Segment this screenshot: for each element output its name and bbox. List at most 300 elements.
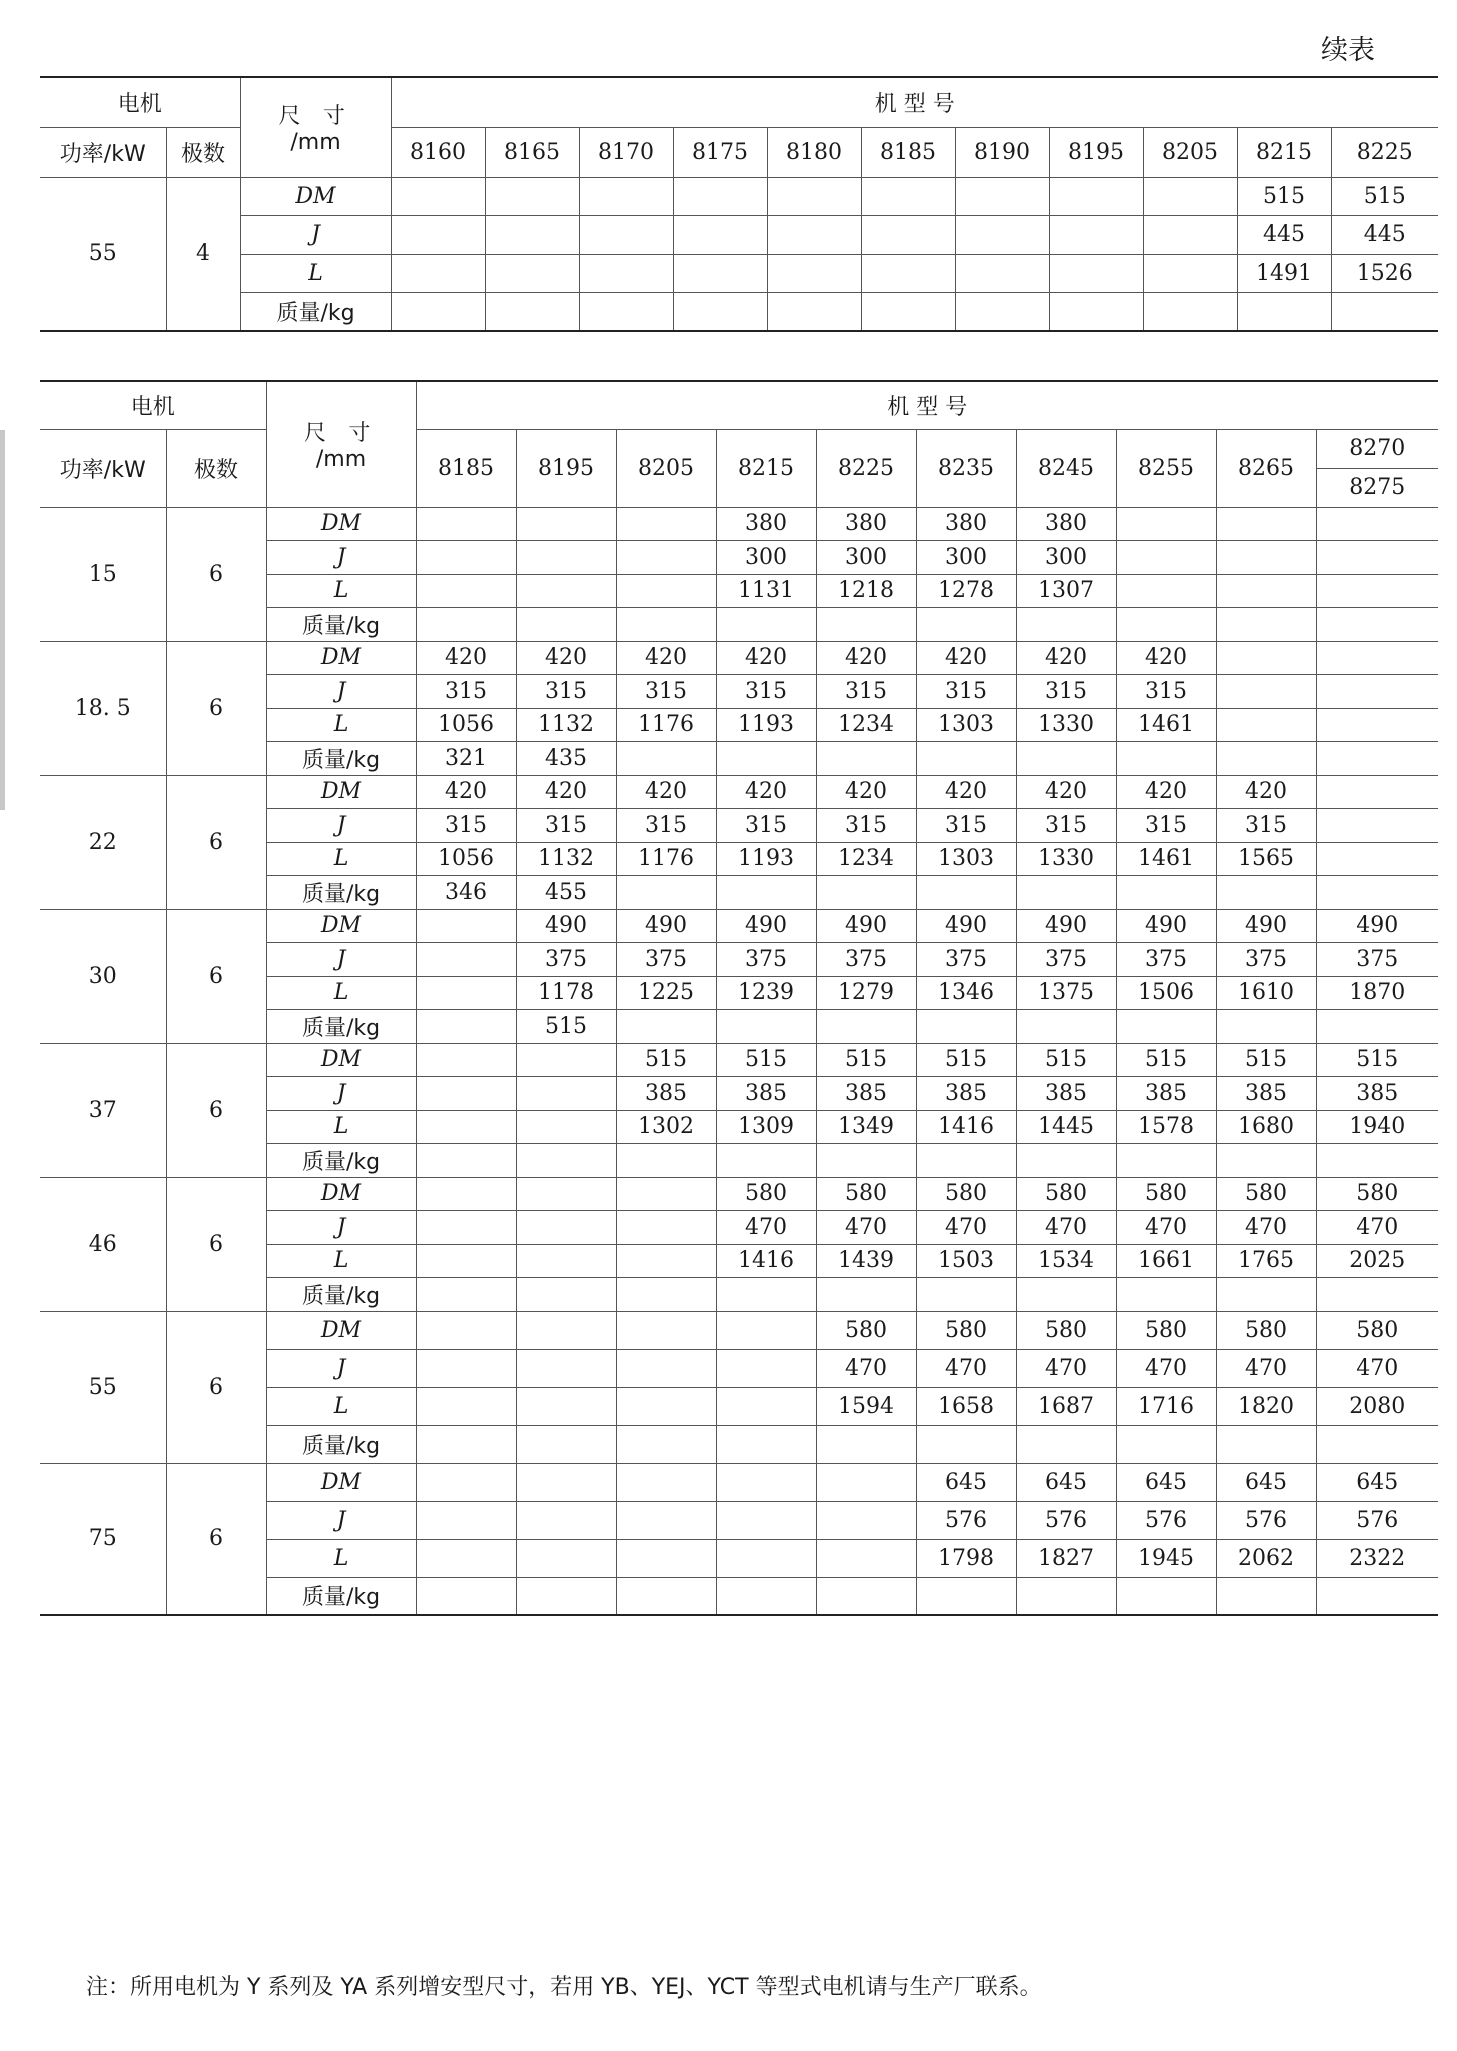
value-cell: 321 bbox=[416, 742, 516, 776]
model-number-header: 8180 bbox=[767, 127, 861, 177]
value-cell: 300 bbox=[816, 541, 916, 575]
value-cell bbox=[767, 216, 861, 255]
value-cell bbox=[616, 1387, 716, 1425]
value-cell bbox=[616, 1278, 716, 1312]
value-cell: 1506 bbox=[1116, 976, 1216, 1010]
value-cell: 1827 bbox=[1016, 1539, 1116, 1577]
value-cell bbox=[516, 1278, 616, 1312]
dimension-label: J bbox=[266, 675, 416, 709]
value-cell bbox=[616, 1349, 716, 1387]
value-cell bbox=[516, 1387, 616, 1425]
value-cell: 580 bbox=[1016, 1311, 1116, 1349]
value-cell: 470 bbox=[1016, 1349, 1116, 1387]
value-cell bbox=[616, 876, 716, 910]
dimension-label: 质量/kg bbox=[240, 293, 391, 332]
value-cell bbox=[916, 1278, 1016, 1312]
dimension-label: J bbox=[240, 216, 391, 255]
value-cell bbox=[516, 1577, 616, 1615]
value-cell: 1131 bbox=[716, 574, 816, 608]
value-cell bbox=[955, 293, 1049, 332]
value-cell: 515 bbox=[616, 1043, 716, 1077]
value-cell: 490 bbox=[716, 909, 816, 943]
value-cell bbox=[673, 293, 767, 332]
value-cell bbox=[1216, 541, 1316, 575]
value-cell: 315 bbox=[416, 675, 516, 709]
value-cell: 1193 bbox=[716, 842, 816, 876]
value-cell bbox=[861, 177, 955, 216]
value-cell bbox=[391, 254, 485, 293]
value-cell bbox=[1316, 775, 1438, 809]
value-cell bbox=[416, 1010, 516, 1044]
value-cell bbox=[816, 1278, 916, 1312]
value-cell bbox=[816, 742, 916, 776]
value-cell bbox=[616, 1311, 716, 1349]
value-cell bbox=[516, 1425, 616, 1463]
value-cell bbox=[1049, 254, 1143, 293]
dimension-label: 质量/kg bbox=[266, 1577, 416, 1615]
dimension-label: J bbox=[266, 541, 416, 575]
value-cell bbox=[516, 1244, 616, 1278]
value-cell: 580 bbox=[716, 1177, 816, 1211]
footnote: 注：所用电机为 Y 系列及 YA 系列增安型尺寸，若用 YB、YEJ、YCT 等型式电机请与生产厂联系。 bbox=[86, 1975, 1042, 2000]
dimension-header: 尺 寸 /mm bbox=[266, 381, 416, 507]
value-cell: 375 bbox=[1316, 943, 1438, 977]
value-cell bbox=[416, 1425, 516, 1463]
value-cell bbox=[579, 293, 673, 332]
value-cell bbox=[861, 293, 955, 332]
dimension-label: J bbox=[266, 1211, 416, 1245]
dimension-label: DM bbox=[266, 775, 416, 809]
value-cell: 580 bbox=[816, 1311, 916, 1349]
value-cell: 576 bbox=[916, 1501, 1016, 1539]
value-cell bbox=[716, 1144, 816, 1178]
value-cell: 1239 bbox=[716, 976, 816, 1010]
value-cell bbox=[1116, 876, 1216, 910]
value-cell bbox=[1016, 608, 1116, 642]
value-cell: 1661 bbox=[1116, 1244, 1216, 1278]
value-cell bbox=[1216, 1425, 1316, 1463]
value-cell: 420 bbox=[716, 641, 816, 675]
value-cell: 515 bbox=[716, 1043, 816, 1077]
model-number-header: 8175 bbox=[673, 127, 767, 177]
value-cell bbox=[1216, 608, 1316, 642]
value-cell bbox=[616, 541, 716, 575]
value-cell: 515 bbox=[1016, 1043, 1116, 1077]
value-cell: 1658 bbox=[916, 1387, 1016, 1425]
value-cell: 1349 bbox=[816, 1110, 916, 1144]
value-cell: 576 bbox=[1016, 1501, 1116, 1539]
value-cell bbox=[485, 293, 579, 332]
value-cell: 1302 bbox=[616, 1110, 716, 1144]
value-cell bbox=[716, 1539, 816, 1577]
value-cell: 445 bbox=[1237, 216, 1331, 255]
value-cell: 645 bbox=[1116, 1463, 1216, 1501]
value-cell: 1534 bbox=[1016, 1244, 1116, 1278]
dimension-label: DM bbox=[266, 1043, 416, 1077]
value-cell bbox=[716, 1463, 816, 1501]
value-cell: 315 bbox=[516, 809, 616, 843]
value-cell bbox=[861, 216, 955, 255]
value-cell bbox=[816, 1010, 916, 1044]
motor-header: 电机 bbox=[40, 381, 266, 429]
value-cell bbox=[416, 541, 516, 575]
value-cell bbox=[1143, 293, 1237, 332]
model-number-header: 8165 bbox=[485, 127, 579, 177]
value-cell: 420 bbox=[1216, 775, 1316, 809]
value-cell bbox=[673, 177, 767, 216]
value-cell bbox=[716, 1577, 816, 1615]
value-cell bbox=[416, 1211, 516, 1245]
value-cell: 1234 bbox=[816, 708, 916, 742]
dimension-label: J bbox=[266, 1501, 416, 1539]
value-cell bbox=[1216, 507, 1316, 541]
value-cell: 1176 bbox=[616, 842, 716, 876]
value-cell bbox=[516, 541, 616, 575]
value-cell: 385 bbox=[1016, 1077, 1116, 1111]
value-cell: 1416 bbox=[716, 1244, 816, 1278]
value-cell: 1330 bbox=[1016, 708, 1116, 742]
dimension-label: L bbox=[266, 1539, 416, 1577]
dimension-label: L bbox=[266, 976, 416, 1010]
value-cell: 1218 bbox=[816, 574, 916, 608]
value-cell bbox=[416, 1349, 516, 1387]
dimension-label: L bbox=[266, 574, 416, 608]
value-cell: 580 bbox=[1216, 1311, 1316, 1349]
value-cell: 580 bbox=[1116, 1177, 1216, 1211]
value-cell bbox=[816, 1539, 916, 1577]
model-number-header: 8265 bbox=[1216, 429, 1316, 507]
model-number-header: 8160 bbox=[391, 127, 485, 177]
value-cell: 375 bbox=[1116, 943, 1216, 977]
value-cell: 470 bbox=[916, 1211, 1016, 1245]
value-cell: 515 bbox=[816, 1043, 916, 1077]
value-cell bbox=[1316, 708, 1438, 742]
value-cell: 490 bbox=[916, 909, 1016, 943]
value-cell: 445 bbox=[1331, 216, 1438, 255]
model-number-header: 8255 bbox=[1116, 429, 1216, 507]
value-cell: 470 bbox=[816, 1211, 916, 1245]
value-cell: 645 bbox=[1016, 1463, 1116, 1501]
value-cell bbox=[616, 1211, 716, 1245]
value-cell bbox=[767, 254, 861, 293]
value-cell: 375 bbox=[716, 943, 816, 977]
value-cell: 385 bbox=[916, 1077, 1016, 1111]
value-cell bbox=[1216, 742, 1316, 776]
value-cell: 580 bbox=[1016, 1177, 1116, 1211]
value-cell: 1279 bbox=[816, 976, 916, 1010]
value-cell bbox=[1216, 641, 1316, 675]
value-cell: 470 bbox=[1016, 1211, 1116, 1245]
value-cell: 420 bbox=[616, 775, 716, 809]
value-cell bbox=[716, 608, 816, 642]
value-cell bbox=[1016, 1144, 1116, 1178]
value-cell bbox=[416, 1577, 516, 1615]
value-cell bbox=[1216, 574, 1316, 608]
dimension-table-part-2 bbox=[40, 380, 1438, 1616]
dimension-label: DM bbox=[266, 909, 416, 943]
value-cell bbox=[1016, 1278, 1116, 1312]
model-number-bottom: 8275 bbox=[1349, 474, 1406, 500]
value-cell bbox=[1049, 216, 1143, 255]
value-cell: 420 bbox=[816, 641, 916, 675]
value-cell: 1945 bbox=[1116, 1539, 1216, 1577]
value-cell bbox=[1049, 177, 1143, 216]
value-cell: 375 bbox=[916, 943, 1016, 977]
value-cell: 420 bbox=[716, 775, 816, 809]
value-cell bbox=[616, 1501, 716, 1539]
value-cell: 315 bbox=[616, 809, 716, 843]
value-cell: 380 bbox=[1016, 507, 1116, 541]
value-cell bbox=[516, 1177, 616, 1211]
poles-cell: 4 bbox=[166, 177, 240, 331]
value-cell: 385 bbox=[816, 1077, 916, 1111]
value-cell: 1375 bbox=[1016, 976, 1116, 1010]
value-cell bbox=[616, 1244, 716, 1278]
value-cell: 420 bbox=[616, 641, 716, 675]
dimension-label: 质量/kg bbox=[266, 876, 416, 910]
value-cell bbox=[1216, 1144, 1316, 1178]
table-row bbox=[40, 1043, 1438, 1077]
table-row bbox=[40, 1311, 1438, 1349]
dimension-label: 质量/kg bbox=[266, 742, 416, 776]
value-cell: 2322 bbox=[1316, 1539, 1438, 1577]
value-cell bbox=[1116, 1577, 1216, 1615]
value-cell: 515 bbox=[916, 1043, 1016, 1077]
value-cell: 1056 bbox=[416, 708, 516, 742]
value-cell bbox=[616, 1010, 716, 1044]
value-cell bbox=[816, 1144, 916, 1178]
value-cell: 470 bbox=[1316, 1349, 1438, 1387]
power-cell: 30 bbox=[40, 909, 166, 1043]
table-row bbox=[40, 775, 1438, 809]
value-cell bbox=[416, 1244, 516, 1278]
value-cell: 470 bbox=[1116, 1211, 1216, 1245]
value-cell: 435 bbox=[516, 742, 616, 776]
value-cell bbox=[916, 1425, 1016, 1463]
value-cell: 580 bbox=[816, 1177, 916, 1211]
value-cell: 1330 bbox=[1016, 842, 1116, 876]
value-cell bbox=[1316, 1010, 1438, 1044]
value-cell bbox=[1316, 1425, 1438, 1463]
poles-cell: 6 bbox=[166, 1463, 266, 1615]
dimension-label: L bbox=[266, 1110, 416, 1144]
table-row bbox=[40, 909, 1438, 943]
value-cell bbox=[391, 216, 485, 255]
value-cell bbox=[516, 1463, 616, 1501]
value-cell: 375 bbox=[616, 943, 716, 977]
dimension-label: J bbox=[266, 809, 416, 843]
value-cell: 645 bbox=[1316, 1463, 1438, 1501]
dimension-label: 质量/kg bbox=[266, 1144, 416, 1178]
dimension-label: DM bbox=[266, 641, 416, 675]
value-cell: 1056 bbox=[416, 842, 516, 876]
value-cell: 315 bbox=[516, 675, 616, 709]
value-cell bbox=[516, 1311, 616, 1349]
value-cell: 315 bbox=[816, 675, 916, 709]
value-cell bbox=[1016, 1577, 1116, 1615]
value-cell: 420 bbox=[1016, 775, 1116, 809]
poles-cell: 6 bbox=[166, 1043, 266, 1177]
value-cell bbox=[916, 876, 1016, 910]
value-cell: 490 bbox=[816, 909, 916, 943]
poles-cell: 6 bbox=[166, 1311, 266, 1463]
model-number-header: 8245 bbox=[1016, 429, 1116, 507]
value-cell bbox=[416, 1278, 516, 1312]
value-cell: 515 bbox=[1237, 177, 1331, 216]
value-cell bbox=[1316, 1144, 1438, 1178]
dimension-label: DM bbox=[266, 1463, 416, 1501]
value-cell: 580 bbox=[1216, 1177, 1316, 1211]
value-cell bbox=[1316, 876, 1438, 910]
value-cell: 1445 bbox=[1016, 1110, 1116, 1144]
value-cell bbox=[616, 742, 716, 776]
power-cell: 55 bbox=[40, 1311, 166, 1463]
margin-shading bbox=[0, 430, 5, 810]
value-cell bbox=[1116, 742, 1216, 776]
value-cell: 315 bbox=[916, 675, 1016, 709]
value-cell bbox=[1116, 541, 1216, 575]
model-number-header: 8185 bbox=[416, 429, 516, 507]
value-cell bbox=[1016, 1010, 1116, 1044]
value-cell bbox=[1216, 708, 1316, 742]
value-cell bbox=[816, 1577, 916, 1615]
value-cell: 380 bbox=[816, 507, 916, 541]
value-cell: 576 bbox=[1316, 1501, 1438, 1539]
value-cell: 470 bbox=[916, 1349, 1016, 1387]
value-cell bbox=[1116, 1425, 1216, 1463]
value-cell: 576 bbox=[1216, 1501, 1316, 1539]
value-cell bbox=[916, 1010, 1016, 1044]
value-cell: 1309 bbox=[716, 1110, 816, 1144]
value-cell: 1594 bbox=[816, 1387, 916, 1425]
value-cell: 315 bbox=[1116, 675, 1216, 709]
value-cell bbox=[416, 574, 516, 608]
value-cell: 1132 bbox=[516, 842, 616, 876]
value-cell bbox=[416, 1387, 516, 1425]
value-cell bbox=[485, 254, 579, 293]
value-cell: 1578 bbox=[1116, 1110, 1216, 1144]
value-cell bbox=[816, 876, 916, 910]
value-cell: 420 bbox=[516, 641, 616, 675]
value-cell: 490 bbox=[1316, 909, 1438, 943]
value-cell: 1278 bbox=[916, 574, 1016, 608]
value-cell bbox=[416, 1501, 516, 1539]
value-cell bbox=[616, 507, 716, 541]
poles-header: 极数 bbox=[166, 127, 240, 177]
value-cell: 385 bbox=[716, 1077, 816, 1111]
value-cell bbox=[516, 1349, 616, 1387]
value-cell bbox=[1316, 675, 1438, 709]
model-number-header: 8205 bbox=[1143, 127, 1237, 177]
power-cell: 46 bbox=[40, 1177, 166, 1311]
model-number-header: 8205 bbox=[616, 429, 716, 507]
value-cell: 300 bbox=[1016, 541, 1116, 575]
value-cell bbox=[391, 293, 485, 332]
power-cell: 18. 5 bbox=[40, 641, 166, 775]
value-cell: 576 bbox=[1116, 1501, 1216, 1539]
value-cell bbox=[1216, 1010, 1316, 1044]
value-cell: 490 bbox=[516, 909, 616, 943]
value-cell bbox=[1116, 1010, 1216, 1044]
value-cell: 420 bbox=[916, 641, 1016, 675]
power-header: 功率/kW bbox=[40, 127, 166, 177]
value-cell bbox=[1316, 541, 1438, 575]
value-cell: 515 bbox=[1216, 1043, 1316, 1077]
value-cell bbox=[416, 909, 516, 943]
value-cell bbox=[673, 216, 767, 255]
value-cell bbox=[673, 254, 767, 293]
value-cell: 1461 bbox=[1116, 708, 1216, 742]
value-cell bbox=[516, 1144, 616, 1178]
value-cell: 315 bbox=[1216, 809, 1316, 843]
power-cell: 15 bbox=[40, 507, 166, 641]
model-number-top: 8270 bbox=[1317, 430, 1439, 469]
power-header: 功率/kW bbox=[40, 429, 166, 507]
dimension-label: J bbox=[266, 943, 416, 977]
value-cell: 1178 bbox=[516, 976, 616, 1010]
value-cell bbox=[516, 1501, 616, 1539]
value-cell bbox=[955, 254, 1049, 293]
value-cell: 1303 bbox=[916, 708, 1016, 742]
value-cell: 375 bbox=[1216, 943, 1316, 977]
value-cell bbox=[416, 608, 516, 642]
value-cell: 1461 bbox=[1116, 842, 1216, 876]
model-number-header: 8195 bbox=[1049, 127, 1143, 177]
value-cell: 315 bbox=[816, 809, 916, 843]
value-cell: 1526 bbox=[1331, 254, 1438, 293]
value-cell bbox=[1049, 293, 1143, 332]
value-cell bbox=[616, 1577, 716, 1615]
value-cell bbox=[516, 1211, 616, 1245]
value-cell bbox=[416, 1463, 516, 1501]
dimension-label: DM bbox=[266, 1177, 416, 1211]
value-cell: 375 bbox=[516, 943, 616, 977]
value-cell: 385 bbox=[1116, 1077, 1216, 1111]
value-cell: 490 bbox=[1116, 909, 1216, 943]
model-number-header: 8195 bbox=[516, 429, 616, 507]
value-cell: 1491 bbox=[1237, 254, 1331, 293]
dimension-label: L bbox=[266, 842, 416, 876]
value-cell bbox=[1143, 216, 1237, 255]
value-cell: 420 bbox=[416, 641, 516, 675]
value-cell: 1680 bbox=[1216, 1110, 1316, 1144]
value-cell: 470 bbox=[1216, 1349, 1316, 1387]
value-cell bbox=[416, 943, 516, 977]
value-cell: 515 bbox=[1316, 1043, 1438, 1077]
value-cell bbox=[391, 177, 485, 216]
value-cell: 385 bbox=[1316, 1077, 1438, 1111]
value-cell: 515 bbox=[516, 1010, 616, 1044]
poles-cell: 6 bbox=[166, 909, 266, 1043]
dimension-label: 质量/kg bbox=[266, 1010, 416, 1044]
value-cell: 1565 bbox=[1216, 842, 1316, 876]
table-row bbox=[40, 177, 1438, 216]
value-cell: 1610 bbox=[1216, 976, 1316, 1010]
value-cell bbox=[816, 1425, 916, 1463]
power-cell: 22 bbox=[40, 775, 166, 909]
dimension-label: L bbox=[266, 1244, 416, 1278]
value-cell: 1132 bbox=[516, 708, 616, 742]
value-cell bbox=[1016, 742, 1116, 776]
value-cell: 2025 bbox=[1316, 1244, 1438, 1278]
value-cell bbox=[616, 1425, 716, 1463]
value-cell: 1439 bbox=[816, 1244, 916, 1278]
value-cell bbox=[616, 1177, 716, 1211]
value-cell bbox=[861, 254, 955, 293]
value-cell: 645 bbox=[1216, 1463, 1316, 1501]
value-cell bbox=[955, 177, 1049, 216]
value-cell bbox=[516, 1043, 616, 1077]
